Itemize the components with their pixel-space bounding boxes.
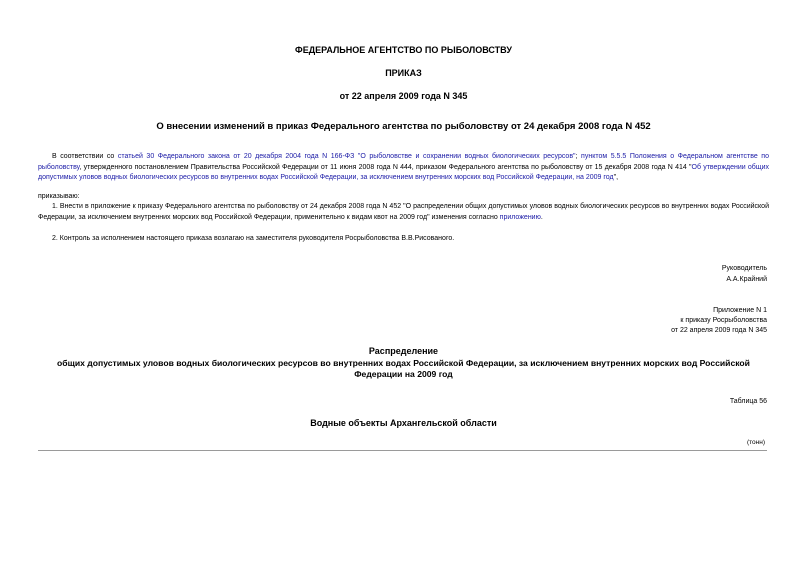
appendix-date: от 22 апреля 2009 года N 345 xyxy=(671,327,767,334)
appendix-link[interactable]: приложению xyxy=(499,213,541,221)
law-article-link[interactable]: статьей 30 Федерального закона от 20 декабря 2004 года N 166-ФЗ "О рыболовстве и сохранении водных биологических ресурсов" xyxy=(117,153,576,160)
appendix-order: к приказу Росрыболовства xyxy=(680,317,767,324)
doc-type: ПРИКАЗ xyxy=(385,68,422,78)
table-top-rule xyxy=(38,450,767,451)
preamble-paragraph xyxy=(38,152,769,184)
regulation-link[interactable]: пунктом 5.5.5 Положения о Федеральном агентстве по рыболовству xyxy=(38,153,769,171)
item-1-paragraph xyxy=(38,202,769,223)
units-label: (тонн) xyxy=(746,439,765,446)
preamble-text-2: ; xyxy=(575,153,582,160)
distribution-subtitle-2: Федерации на 2009 год xyxy=(354,369,453,379)
signature-position: Руководитель xyxy=(721,265,767,272)
table-label: Таблица 56 xyxy=(729,398,767,405)
doc-date: от 22 апреля 2009 года N 345 xyxy=(339,91,468,101)
distribution-title: Распределение xyxy=(368,346,439,356)
item-2-paragraph: 2. Контроль за исполнением настоящего приказа возлагаю на заместителя руководителя Росрыболовства В.В.Рисованого. xyxy=(52,235,455,242)
agency-title: ФЕДЕРАЛЬНОЕ АГЕНТСТВО ПО РЫБОЛОВСТВУ xyxy=(295,45,512,55)
order-414-link[interactable]: Об утверждении общих допустимых уловов водных биологических ресурсов во внутренних водах Российской Федерации, за исключением внутренних морских вод Российской Федерации, на 2009 год xyxy=(38,163,769,181)
appendix-number: Приложение N 1 xyxy=(713,307,767,314)
item-1-end: . xyxy=(540,213,543,221)
distribution-subtitle-1: общих допустимых уловов водных биологических ресурсов во внутренних водах Российской Федерации, за исключением внутренних морских вод Российской xyxy=(57,358,750,368)
region-title: Водные объекты Архангельской области xyxy=(310,418,497,428)
order-word: приказываю: xyxy=(38,193,80,200)
signature-name: А.А.Крайний xyxy=(726,276,767,283)
item-1-text: 1. Внести в приложение к приказу Федерального агентства по рыболовству от 24 декабря 2008 года N 452 "О распределении общих допустимых уловов водных биологических ресурсов во внутренних водах Российской Федерации, за исключением внутренних морских вод Российской Федерации, применительно к видам квот на 2009 год" изменения согласно xyxy=(38,203,769,221)
preamble-text-4: ", xyxy=(613,174,619,181)
preamble-text-3: , утвержденного постановлением Правительства Российской Федерации от 11 июня 2008 года N 444, приказом Федерального агентства по рыболовству от 15 декабря 2008 года N 414 " xyxy=(79,163,692,171)
doc-subject: О внесении изменений в приказ Федерального агентства по рыболовству от 24 декабря 2008 года N 452 xyxy=(156,121,651,132)
preamble-text-1: В соответствии со xyxy=(52,153,118,160)
